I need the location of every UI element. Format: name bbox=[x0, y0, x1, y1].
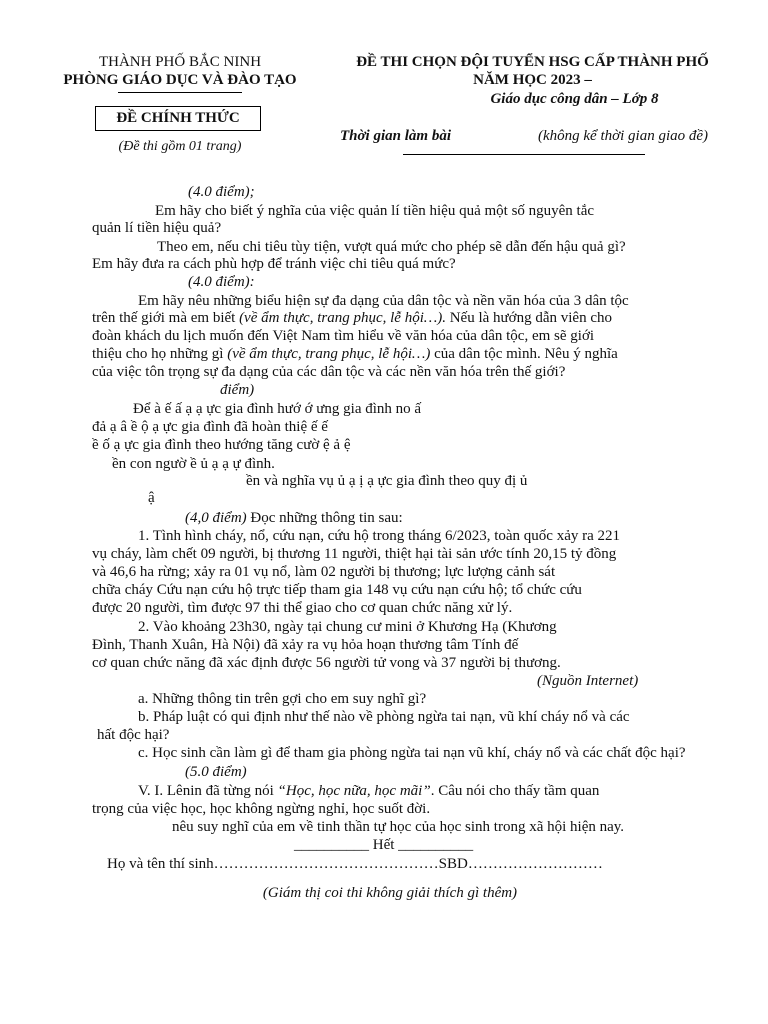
time-underline bbox=[403, 154, 645, 155]
time-label: Thời gian làm bài bbox=[340, 128, 451, 144]
q5-points: (5.0 điểm) bbox=[185, 764, 247, 780]
q2-line2-italic: (về ẩm thực, trang phục, lễ hội…). bbox=[239, 310, 446, 326]
q4-line7: Đình, Thanh Xuân, Hà Nội) đã xảy ra vụ hỏa hoạn thương tâm Tính đế bbox=[92, 637, 519, 653]
proctor-note: (Giám thị coi thi không giải thích gì thêm) bbox=[262, 885, 518, 901]
q5-line2: trọng của việc học, học không ngừng nghỉ, học suốt đời. bbox=[92, 801, 431, 817]
q5-quote: “Học, học nữa, học mãi” bbox=[277, 783, 431, 799]
q4-line3: và 46,6 ha rừng; xảy ra 01 vụ nổ, làm 02 người bị thương; lực lượng cảnh sát bbox=[92, 564, 556, 580]
q4-line6: 2. Vào khoảng 23h30, ngày tại chung cư mini ở Khương Hạ (Khương bbox=[138, 619, 557, 635]
q2-line4 bbox=[92, 346, 618, 363]
pages-note: (Đề thi gồm 01 trang) bbox=[118, 139, 242, 154]
q3-line2: đả ạ â ề ộ ạ ực gia đình đã hoàn thiệ ế ế bbox=[92, 419, 328, 435]
q4-item-b-cont: hất độc hại? bbox=[97, 727, 170, 743]
q2-line1: Em hãy nêu những biểu hiện sự đa dạng của dân tộc và nền văn hóa của 3 dân tộc bbox=[138, 293, 629, 309]
q3-line1: Để à ế ấ ạ ạ ực gia đình hướ ớ ưng gia đình no ấ bbox=[133, 401, 422, 417]
q1-line1: Em hãy cho biết ý nghĩa của việc quản lí tiền hiệu quả một số nguyên tắc bbox=[155, 203, 595, 219]
q4-line1: 1. Tình hình cháy, nổ, cứu nạn, cứu hộ trong tháng 6/2023, toàn quốc xảy ra 221 bbox=[138, 528, 620, 544]
q4-line8: cơ quan chức năng đã xác định được 56 người tử vong và 37 người bị thương. bbox=[92, 655, 561, 671]
q2-line2 bbox=[92, 310, 612, 327]
q4-item-b: b. Pháp luật có qui định như thế nào về phòng ngừa tai nạn, vũ khí cháy nổ và các bbox=[138, 709, 630, 725]
q5-line3: nêu suy nghĩ của em về tinh thần tự học của học sinh trong xã hội hiện nay. bbox=[172, 819, 625, 835]
q5-line1 bbox=[138, 783, 599, 800]
q4-points: (4,0 điểm) bbox=[185, 510, 247, 526]
q2-line4-italic: (về ẩm thực, trang phục, lễ hội…) bbox=[227, 346, 431, 362]
department-underline bbox=[118, 92, 242, 93]
q4-line5: được 20 người, tìm được 97 thi thể giao cho cơ quan chức năng xử lý. bbox=[92, 600, 513, 616]
q4-line4: chữa cháy Cứu nạn cứu hộ trực tiếp tham gia 148 vụ cứu nạn cứu hộ; tổ chức cứu bbox=[92, 582, 582, 598]
q4-intro bbox=[185, 510, 403, 527]
q1-points: (4.0 điểm); bbox=[188, 184, 255, 200]
q3-line4: ền con ngườ ề ủ ạ ạ ự đình. bbox=[112, 456, 275, 472]
department-name: PHÒNG GIÁO DỤC VÀ ĐÀO TẠO bbox=[63, 72, 297, 88]
q5-line1-rest: . Câu nói cho thấy tầm quan bbox=[430, 783, 600, 799]
exam-title-line2: NĂM HỌC 2023 – bbox=[473, 72, 592, 88]
q2-line2-text: trên thế giới mà em biết bbox=[92, 310, 240, 326]
time-note: (không kể thời gian giao đề) bbox=[538, 128, 709, 144]
q2-line4-text: thiệu cho họ những gì bbox=[92, 346, 228, 362]
source-note: (Nguồn Internet) bbox=[537, 673, 639, 689]
q1-line3: Theo em, nếu chi tiêu tùy tiện, vượt quá mức cho phép sẽ dẫn đến hậu quả gì? bbox=[157, 239, 626, 255]
city-name: THÀNH PHỐ BẮC NINH bbox=[98, 54, 262, 70]
q3-line3: ề ố ạ ực gia đình theo hướng tăng cườ ệ ả ệ bbox=[92, 437, 351, 453]
q3-line5: ền và nghĩa vụ ủ ạ ị ạ ực gia đình theo quy đị ủ bbox=[246, 473, 528, 489]
q1-line2: quản lí tiền hiệu quả? bbox=[92, 220, 222, 236]
q3-points: điểm) bbox=[220, 382, 255, 398]
q4-line2: vụ cháy, làm chết 09 người, bị thương 11 người, thiệt hại tài sản ước tính 20,15 tỷ đồng bbox=[92, 546, 617, 562]
exam-title-line1: ĐỀ THI CHỌN ĐỘI TUYỂN HSG CẤP THÀNH PHỐ bbox=[356, 54, 709, 70]
q4-intro-text: Đọc những thông tin sau: bbox=[246, 510, 403, 526]
q2-line5: của việc tôn trọng sự đa dạng của các dân tộc và các nền văn hóa trên thế giới? bbox=[92, 364, 566, 380]
q3-line6: ậ bbox=[148, 490, 155, 506]
candidate-info-line: Họ và tên thí sinh………………………………………SBD……………………… bbox=[107, 856, 603, 872]
official-exam-badge: ĐỀ CHÍNH THỨC bbox=[95, 106, 261, 131]
q2-line4-rest: của dân tộc mình. Nêu ý nghĩa bbox=[430, 346, 618, 362]
q4-item-c: c. Học sinh cần làm gì để tham gia phòng ngừa tai nạn vũ khí, cháy nổ và các chất độc hại? bbox=[138, 745, 686, 761]
exam-subject: Giáo dục công dân – Lớp 8 bbox=[490, 91, 659, 107]
q4-item-a: a. Những thông tin trên gợi cho em suy nghĩ gì? bbox=[138, 691, 427, 707]
end-mark: __________ Hết __________ bbox=[294, 837, 474, 853]
q2-line2-rest: Nếu là hướng dẫn viên cho bbox=[445, 310, 612, 326]
q2-line3: đoàn khách du lịch muốn đến Việt Nam tìm hiểu về văn hóa của dân tộc, em sẽ giới bbox=[92, 328, 595, 344]
q5-line1-text: V. I. Lênin đã từng nói bbox=[138, 783, 278, 799]
q1-line4: Em hãy đưa ra cách phù hợp để tránh việc chi tiêu quá mức? bbox=[92, 256, 456, 272]
q2-points: (4.0 điểm): bbox=[188, 274, 255, 290]
